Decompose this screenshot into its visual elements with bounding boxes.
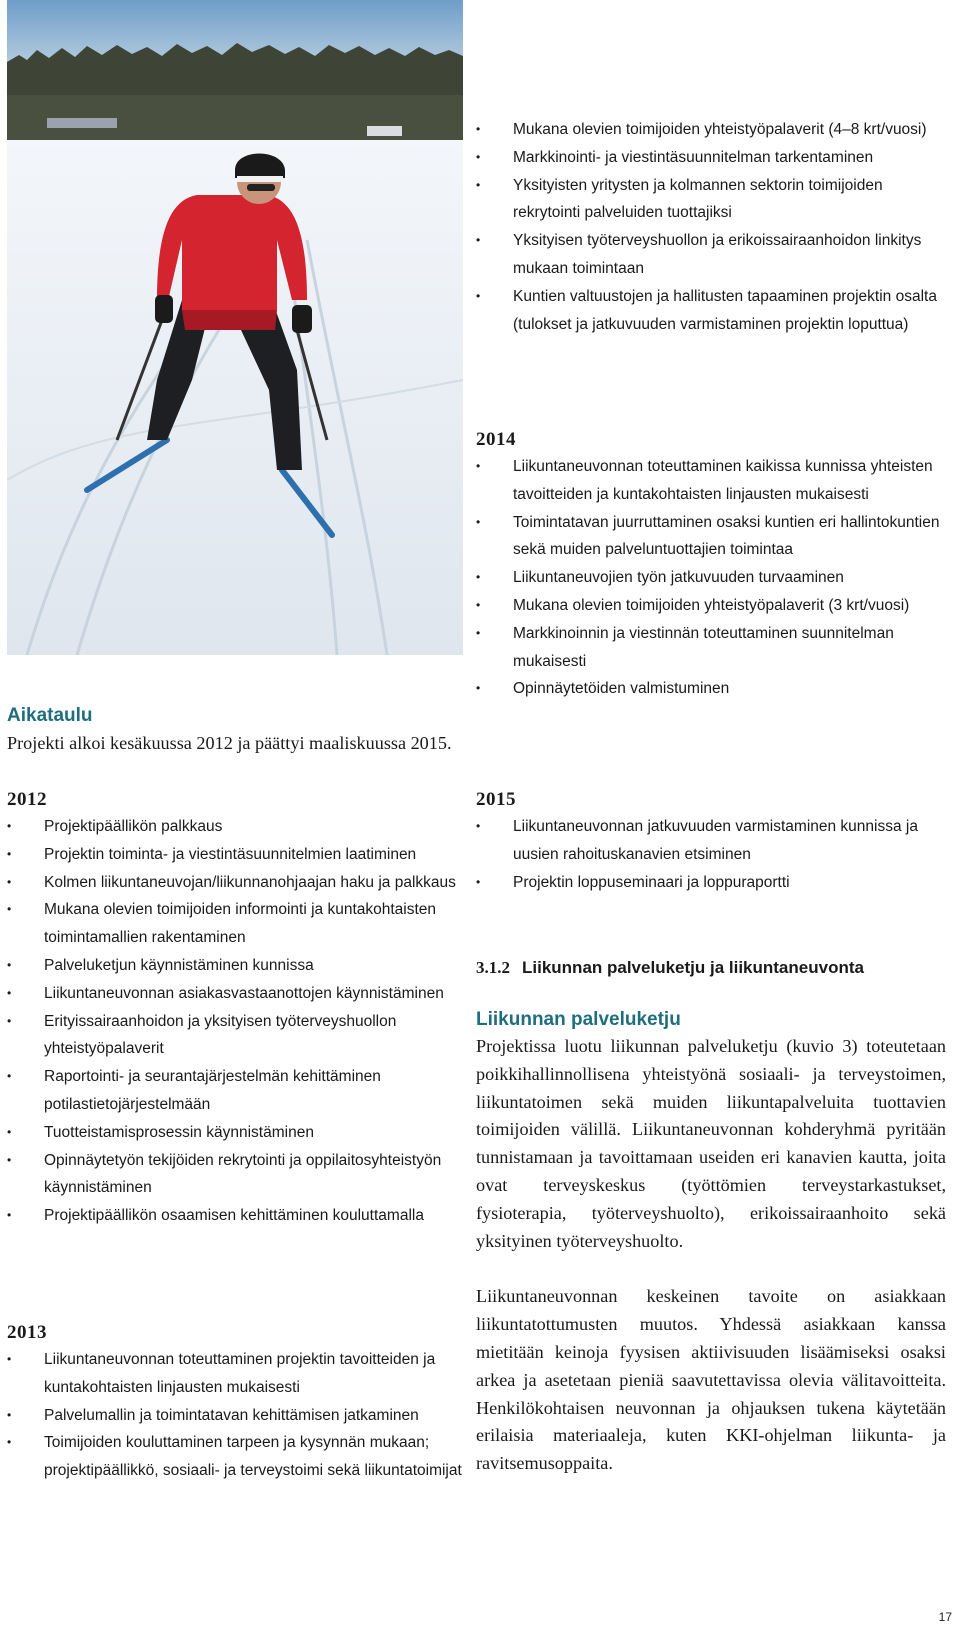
list-item: • Markkinointi- ja viestintäsuunnitelman tarkentaminen <box>476 144 946 172</box>
list-item: • Mukana olevien toimijoiden yhteistyöpalaverit (4–8 krt/vuosi) <box>476 116 946 144</box>
year-list <box>476 813 946 896</box>
list-item: • Projektipäällikön osaamisen kehittäminen kouluttamalla <box>7 1202 467 1230</box>
list-item: • Yksityisten yritysten ja kolmannen sektorin toimijoiden rekrytointi palveluiden tuottajiksi <box>476 172 946 228</box>
year-heading: 2014 <box>476 429 516 450</box>
list-item: • Mukana olevien toimijoiden yhteistyöpalaverit (3 krt/vuosi) <box>476 592 946 620</box>
list-item: • Opinnäytetyön tekijöiden rekrytointi ja oppilaitosyhteistyön käynnistäminen <box>7 1147 467 1203</box>
page-number: 17 <box>938 1610 952 1624</box>
list-item: • Kolmen liikuntaneuvojan/liikunnanohjaajan haku ja palkkaus <box>7 869 467 897</box>
list-item: • Projektin toiminta- ja viestintäsuunnitelmien laatiminen <box>7 841 467 869</box>
year-list <box>7 1346 467 1485</box>
section-block <box>476 955 946 1478</box>
list-item: • Liikuntaneuvonnan jatkuvuuden varmistaminen kunnissa ja uusien rahoituskanavien etsiminen <box>476 813 946 869</box>
section-subheading: Liikunnan palveluketju <box>476 1009 681 1030</box>
intro-list-block <box>476 116 946 338</box>
year-heading: 2013 <box>7 1322 47 1343</box>
cross-country-skier-icon <box>7 0 463 655</box>
list-item: • Palveluketjun käynnistäminen kunnissa <box>7 952 467 980</box>
list-item: • Palvelumallin ja toimintatavan kehittämisen jatkaminen <box>7 1402 467 1430</box>
schedule-block <box>7 703 467 757</box>
list-item: • Projektipäällikön palkkaus <box>7 813 467 841</box>
list-item: • Opinnäytetöiden valmistuminen <box>476 675 946 703</box>
year-2015-block <box>476 787 946 896</box>
list-item: • Markkinoinnin ja viestinnän toteuttaminen suunnitelman mukaisesti <box>476 620 946 676</box>
section-paragraph-2: Liikuntaneuvonnan keskeinen tavoite on asiakkaan liikuntatottumusten muutos. Yhdessä asiakkaan kanssa mietitään keinoja fyysisen aktiivisuuden lisäämiseksi osaksi arkea ja asetetaan pieniä saavutettavissa olevia välitavoitteita. Henkilökohtaisen neuvonnan ja ohjauksen tukena käytetään erilaisia materiaaleja, kuten KKI-ohjelman liikunta- ja ravitsemusoppaita. <box>476 1286 946 1474</box>
year-2013-block <box>7 1320 467 1485</box>
skier-photo <box>7 0 463 655</box>
year-heading: 2012 <box>7 789 47 810</box>
intro-list <box>476 116 946 338</box>
section-paragraph-1: Projektissa luotu liikunnan palveluketju (kuvio 3) toteutetaan poikkihallinnollisena yhteistyönä sosiaali- ja terveystoimen, liikuntatoimen sekä muiden liikuntapalveluita tuottavien toimijoiden välillä. Liikuntaneuvonnan kohderyhmä pyritään tunnistamaan ja tavoittamaan useiden eri kanavien kautta, joita ovat terveyskeskus (työttömien terveystarkastukset, fysioterapia, työterveyshuolto), erikoissairaanhoito sekä yksityinen työterveyshuolto. <box>476 1036 946 1251</box>
list-item: • Toimintatavan juurruttaminen osaksi kuntien eri hallintokuntien sekä muiden palveluntuottajien toimintaa <box>476 509 946 565</box>
list-item: • Kuntien valtuustojen ja hallitusten tapaaminen projektin osalta (tulokset ja jatkuvuuden varmistaminen projektin loputtua) <box>476 283 946 339</box>
list-item: • Liikuntaneuvonnan toteuttaminen projektin tavoitteiden ja kuntakohtaisten linjausten mukaisesti <box>7 1346 467 1402</box>
schedule-heading: Aikataulu <box>7 705 93 726</box>
list-item: • Mukana olevien toimijoiden informointi ja kuntakohtaisten toimintamallien rakentaminen <box>7 896 467 952</box>
list-item: • Tuotteistamisprosessin käynnistäminen <box>7 1119 467 1147</box>
list-item: • Liikuntaneuvonnan asiakasvastaanottojen käynnistäminen <box>7 980 467 1008</box>
year-list <box>7 813 467 1230</box>
list-item: • Liikuntaneuvojien työn jatkuvuuden turvaaminen <box>476 564 946 592</box>
year-2014-block <box>476 427 946 703</box>
schedule-intro: Projekti alkoi kesäkuussa 2012 ja päättyi maaliskuussa 2015. <box>7 733 452 753</box>
year-list <box>476 453 946 703</box>
list-item: • Raportointi- ja seurantajärjestelmän kehittäminen potilastietojärjestelmään <box>7 1063 467 1119</box>
year-2012-block <box>7 787 467 1230</box>
year-heading: 2015 <box>476 789 516 810</box>
list-item: • Liikuntaneuvonnan toteuttaminen kaikissa kunnissa yhteisten tavoitteiden ja kuntakohtaisten linjausten mukaisesti <box>476 453 946 509</box>
list-item: • Erityissairaanhoidon ja yksityisen työterveyshuollon yhteistyöpalaverit <box>7 1008 467 1064</box>
list-item: • Toimijoiden kouluttaminen tarpeen ja kysynnän mukaan; projektipäällikkö, sosiaali- ja terveystoimi sekä liikuntatoimijat <box>7 1429 467 1485</box>
list-item: • Projektin loppuseminaari ja loppuraportti <box>476 869 946 897</box>
list-item: • Yksityisen työterveyshuollon ja erikoissairaanhoidon linkitys mukaan toimintaan <box>476 227 946 283</box>
section-title-text: Liikunnan palveluketju ja liikuntaneuvonta <box>522 958 864 977</box>
section-title <box>476 955 946 981</box>
section-number: 3.1.2 <box>476 958 510 977</box>
